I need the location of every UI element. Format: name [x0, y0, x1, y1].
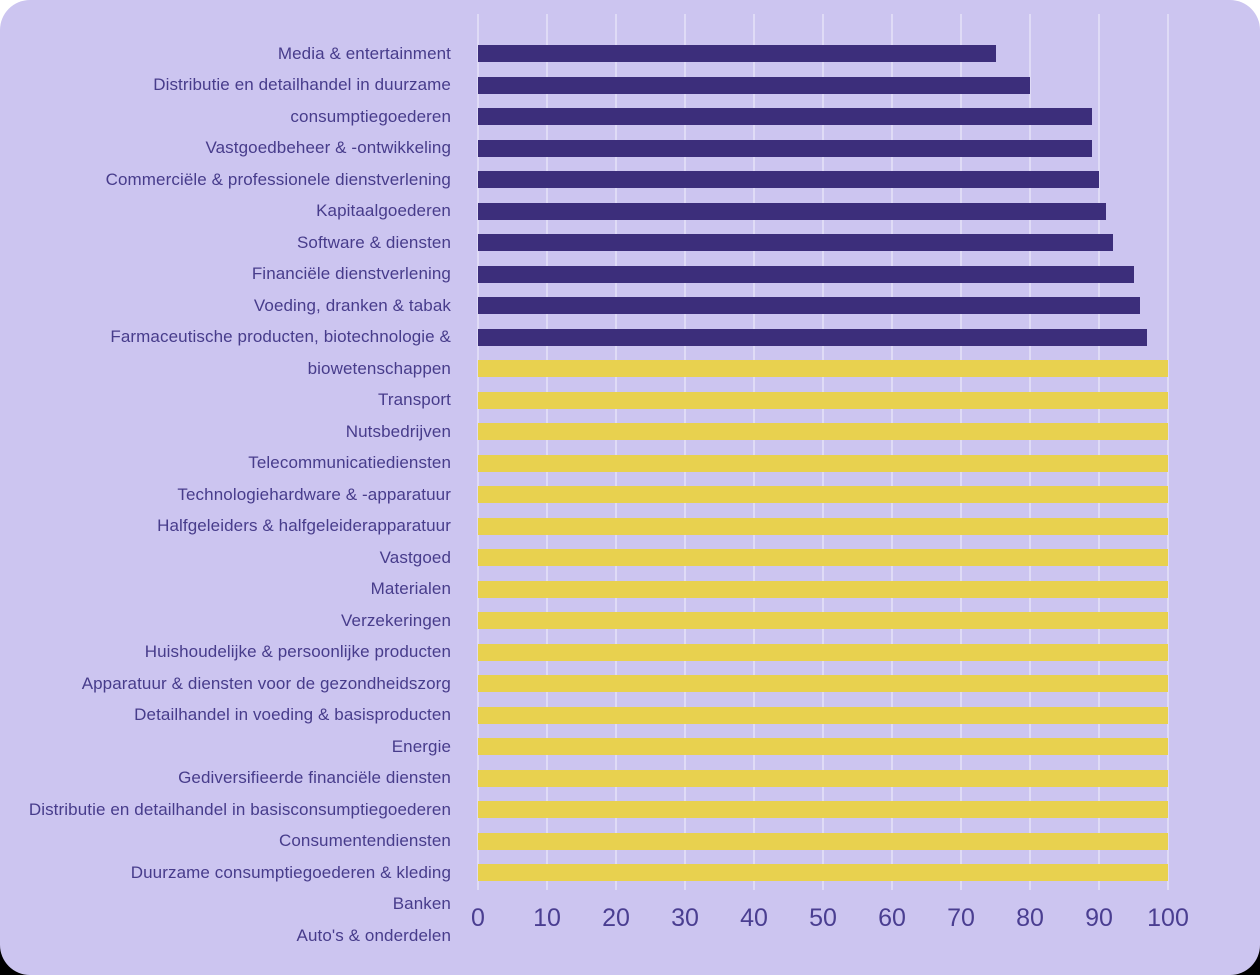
y-axis-label-line: Commerciële & professionele dienstverlening — [105, 169, 451, 189]
y-axis-label-line: Detailhandel in voeding & basisproducten — [134, 705, 451, 725]
gridline — [1167, 14, 1169, 890]
y-axis-label-line: Software & diensten — [296, 232, 451, 252]
y-axis-label-line: Huishoudelijke & persoonlijke producten — [144, 642, 451, 662]
bar[interactable] — [478, 392, 1168, 409]
y-axis-label-line: Consumentendiensten — [278, 831, 451, 851]
bar[interactable] — [478, 707, 1168, 724]
bar[interactable] — [478, 171, 1099, 188]
y-axis-label-line: Auto's & onderdelen — [296, 925, 451, 945]
y-axis-label-line: Materialen — [370, 579, 451, 599]
y-axis-label-line: Energie — [391, 736, 451, 756]
bar[interactable] — [478, 738, 1168, 755]
x-axis-tick-label: 40 — [740, 904, 768, 932]
y-axis-label-line: Verzekeringen — [341, 610, 451, 630]
bar[interactable] — [478, 234, 1113, 251]
bar[interactable] — [478, 770, 1168, 787]
y-axis-label-line: Duurzame consumptiegoederen & kleding — [130, 862, 451, 882]
bar[interactable] — [478, 675, 1168, 692]
bar[interactable] — [478, 360, 1168, 377]
x-axis-tick-label: 50 — [809, 904, 837, 932]
y-axis-label-line: Gediversifieerde financiële diensten — [178, 768, 451, 788]
y-axis-label-line: Vastgoed — [379, 547, 451, 567]
bar[interactable] — [478, 423, 1168, 440]
y-axis-label-line: Apparatuur & diensten voor de gezondheidszorg — [81, 673, 451, 693]
y-axis-labels — [0, 38, 451, 952]
y-axis-label-line: biowetenschappen — [307, 358, 451, 378]
gridline — [1098, 14, 1100, 890]
x-axis-tick-label: 10 — [533, 904, 561, 932]
y-axis-label-line: Nutsbedrijven — [345, 421, 451, 441]
y-axis-label-line: Technologiehardware & -apparatuur — [177, 484, 451, 504]
bar[interactable] — [478, 486, 1168, 503]
y-axis-label-line: consumptiegoederen — [290, 106, 451, 126]
bar[interactable] — [478, 801, 1168, 818]
x-axis-tick-labels — [0, 903, 1260, 933]
bar[interactable] — [478, 644, 1168, 661]
x-axis-tick-label: 70 — [947, 904, 975, 932]
x-axis-tick-label: 0 — [471, 904, 485, 932]
y-axis-label-line: Farmaceutische producten, biotechnologie & — [110, 327, 451, 347]
bar[interactable] — [478, 864, 1168, 881]
bar[interactable] — [478, 455, 1168, 472]
x-axis-tick-label: 100 — [1147, 904, 1189, 932]
bar[interactable] — [478, 140, 1092, 157]
y-axis-label-line: Banken — [392, 894, 451, 914]
y-axis-label-line: Voeding, dranken & tabak — [253, 295, 451, 315]
bar[interactable] — [478, 329, 1147, 346]
y-axis-label-line: Vastgoedbeheer & -ontwikkeling — [205, 138, 451, 158]
bar[interactable] — [478, 833, 1168, 850]
y-axis-label-line: Halfgeleiders & halfgeleiderapparatuur — [157, 516, 451, 536]
bar[interactable] — [478, 297, 1140, 314]
x-axis-tick-label: 90 — [1085, 904, 1113, 932]
bar[interactable] — [478, 45, 996, 62]
bar[interactable] — [478, 612, 1168, 629]
y-axis-label-line: Kapitaalgoederen — [316, 201, 451, 221]
bar[interactable] — [478, 518, 1168, 535]
bar[interactable] — [478, 77, 1030, 94]
x-axis-tick-label: 20 — [602, 904, 630, 932]
bar[interactable] — [478, 266, 1134, 283]
y-axis-label-line: Distributie en detailhandel in basisconsumptiegoederen — [28, 799, 451, 819]
y-axis-label-line: Financiële dienstverlening — [251, 264, 451, 284]
bar[interactable] — [478, 203, 1106, 220]
bar[interactable] — [478, 581, 1168, 598]
x-axis-tick-label: 60 — [878, 904, 906, 932]
x-axis-tick-label: 80 — [1016, 904, 1044, 932]
y-axis-label-line: Telecommunicatiediensten — [248, 453, 451, 473]
bar[interactable] — [478, 108, 1092, 125]
x-axis-tick-label: 30 — [671, 904, 699, 932]
y-axis-label-line: Distributie en detailhandel in duurzame — [153, 75, 451, 95]
y-axis-label-line: Transport — [377, 390, 451, 410]
y-axis-label-line: Media & entertainment — [277, 43, 451, 63]
bar[interactable] — [478, 549, 1168, 566]
